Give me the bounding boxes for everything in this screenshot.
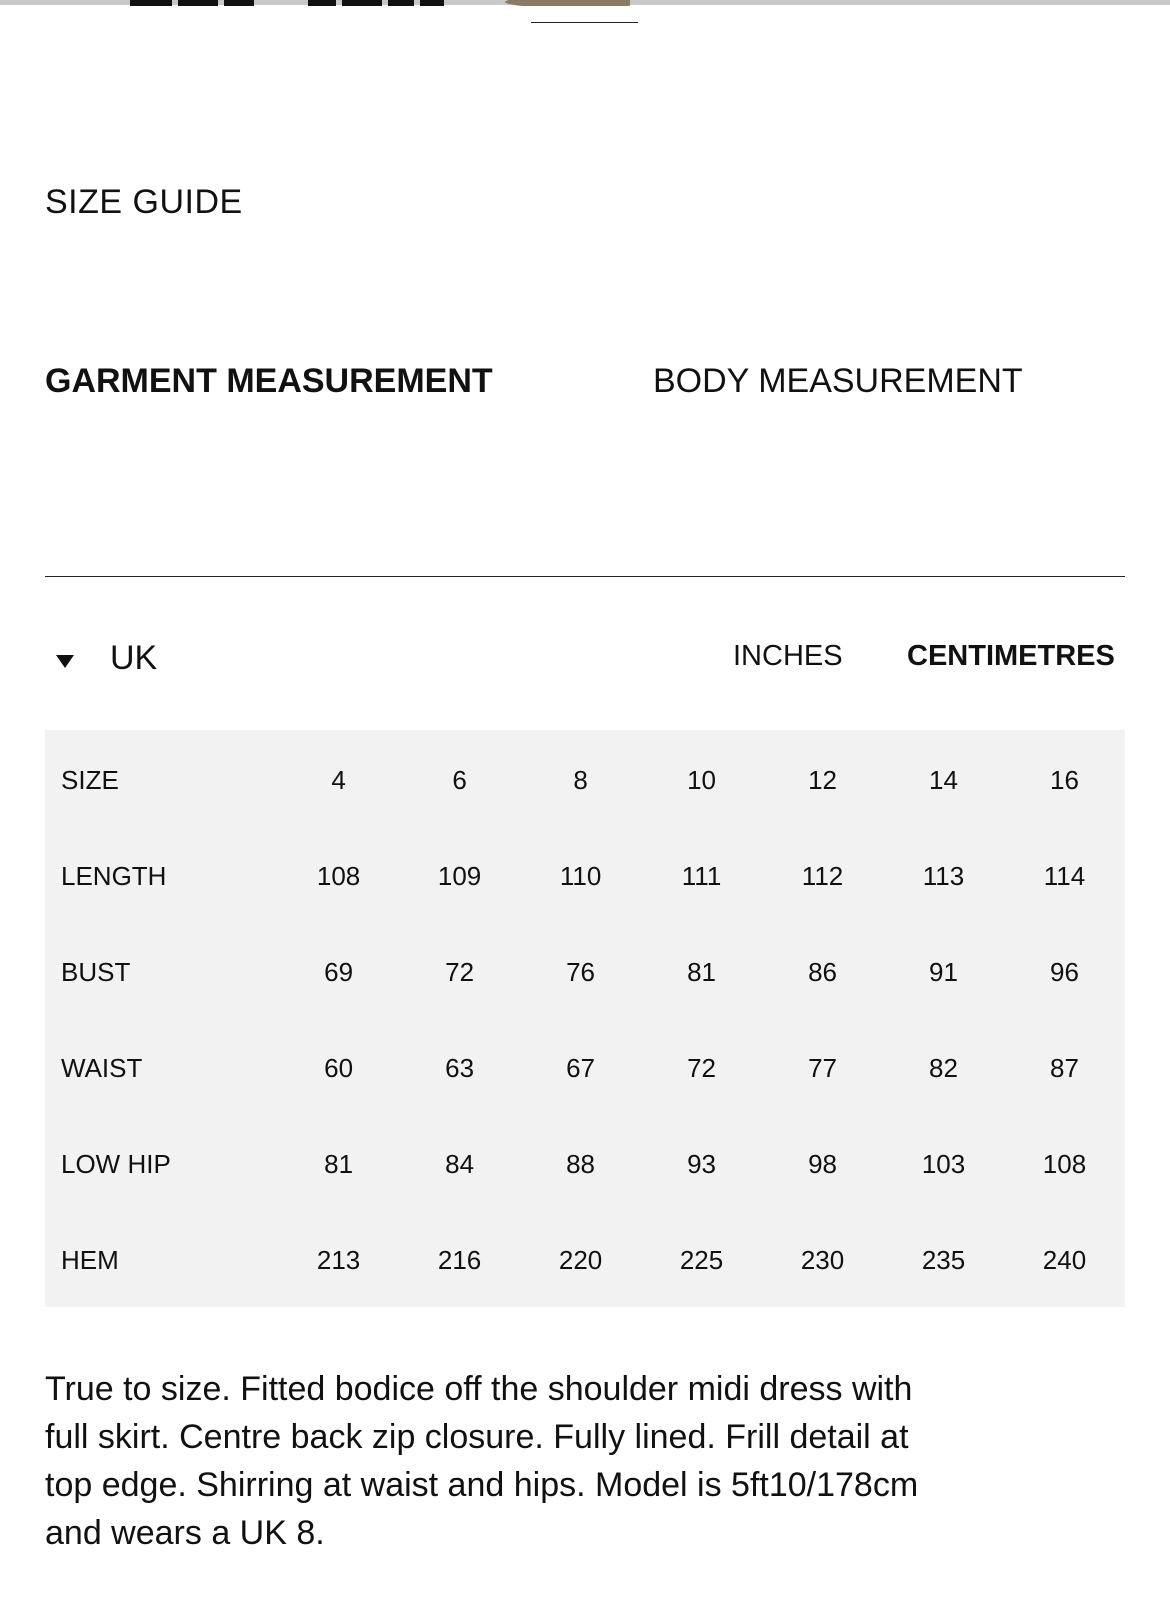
section-divider — [45, 576, 1125, 577]
table-cell: 12 — [808, 764, 837, 795]
table-row-label: BUST — [61, 956, 131, 987]
table-cell: 108 — [1042, 1148, 1087, 1179]
size-table — [45, 732, 1125, 1308]
table-row-label: SIZE — [61, 764, 119, 795]
table-row-label: LENGTH — [61, 860, 167, 891]
unit-inches-toggle[interactable]: INCHES — [733, 640, 843, 672]
table-cell: 84 — [445, 1148, 475, 1179]
table-cell: 112 — [801, 860, 844, 891]
table-cell: 6 — [452, 764, 467, 795]
table-row-label: LOW HIP — [61, 1148, 171, 1179]
table-cell: 63 — [445, 1052, 475, 1083]
table-cell: 96 — [1050, 956, 1079, 987]
size-guide-title: SIZE GUIDE — [45, 183, 243, 221]
caret-down-icon — [56, 655, 74, 668]
table-cell: 8 — [573, 764, 588, 795]
table-cell: 72 — [445, 956, 475, 987]
table-cell: 235 — [921, 1244, 966, 1275]
table-cell: 110 — [559, 860, 602, 891]
table-cell: 69 — [324, 956, 354, 987]
table-cell: 230 — [800, 1244, 845, 1275]
table-cell: 88 — [566, 1148, 596, 1179]
table-cell: 81 — [324, 1148, 354, 1179]
cropped-heading-fragment — [130, 0, 630, 6]
measurement-tabs — [45, 362, 1125, 422]
table-cell: 76 — [566, 956, 596, 987]
table-cell: 81 — [687, 956, 716, 987]
table-cell: 4 — [331, 764, 346, 795]
table-row — [45, 924, 1125, 1020]
table-row — [45, 1116, 1125, 1212]
table-cell: 111 — [681, 860, 722, 891]
product-fit-description: True to size. Fitted bodice off the shoulder midi dress with full skirt. Centre back zip closure. Fully lined. Frill detail at top edge. Shirring at waist and hips. Model is 5ft10/178cm and wears a UK 8. — [45, 1370, 919, 1552]
table-cell: 86 — [808, 956, 837, 987]
region-selected-value: UK — [110, 638, 158, 677]
product-thumbnail-underline — [531, 22, 638, 23]
table-cell: 72 — [687, 1052, 716, 1083]
table-cell: 103 — [921, 1148, 966, 1179]
region-dropdown[interactable] — [56, 636, 157, 680]
table-cell: 213 — [316, 1244, 361, 1275]
table-cell: 114 — [1043, 860, 1086, 891]
table-row-label: HEM — [61, 1244, 119, 1275]
table-row-label: WAIST — [61, 1052, 143, 1083]
table-cell: 240 — [1042, 1244, 1087, 1275]
table-row — [45, 1020, 1125, 1116]
table-cell: 216 — [437, 1244, 482, 1275]
table-cell: 16 — [1050, 764, 1079, 795]
size-table-container — [45, 730, 1125, 1307]
table-cell: 82 — [929, 1052, 958, 1083]
table-row — [45, 1212, 1125, 1308]
cropped-heading-glyphs — [130, 0, 630, 6]
table-cell: 14 — [929, 764, 958, 795]
table-cell: 220 — [558, 1244, 603, 1275]
tab-body-measurement[interactable]: BODY MEASUREMENT — [653, 362, 1023, 400]
table-cell: 113 — [922, 860, 965, 891]
table-row — [45, 828, 1125, 924]
table-cell: 93 — [687, 1148, 716, 1179]
table-cell: 77 — [808, 1052, 837, 1083]
table-cell: 109 — [437, 860, 482, 891]
table-cell: 108 — [316, 860, 361, 891]
unit-centimetres-toggle[interactable]: CENTIMETRES — [907, 640, 1115, 672]
table-cell: 91 — [929, 956, 958, 987]
tab-garment-measurement[interactable]: GARMENT MEASUREMENT — [45, 362, 493, 400]
table-cell: 98 — [808, 1148, 837, 1179]
table-cell: 87 — [1050, 1052, 1079, 1083]
table-cell: 67 — [566, 1052, 596, 1083]
table-cell: 60 — [324, 1052, 354, 1083]
table-cell: 10 — [687, 764, 716, 795]
table-row — [45, 732, 1125, 828]
table-cell: 225 — [679, 1244, 724, 1275]
